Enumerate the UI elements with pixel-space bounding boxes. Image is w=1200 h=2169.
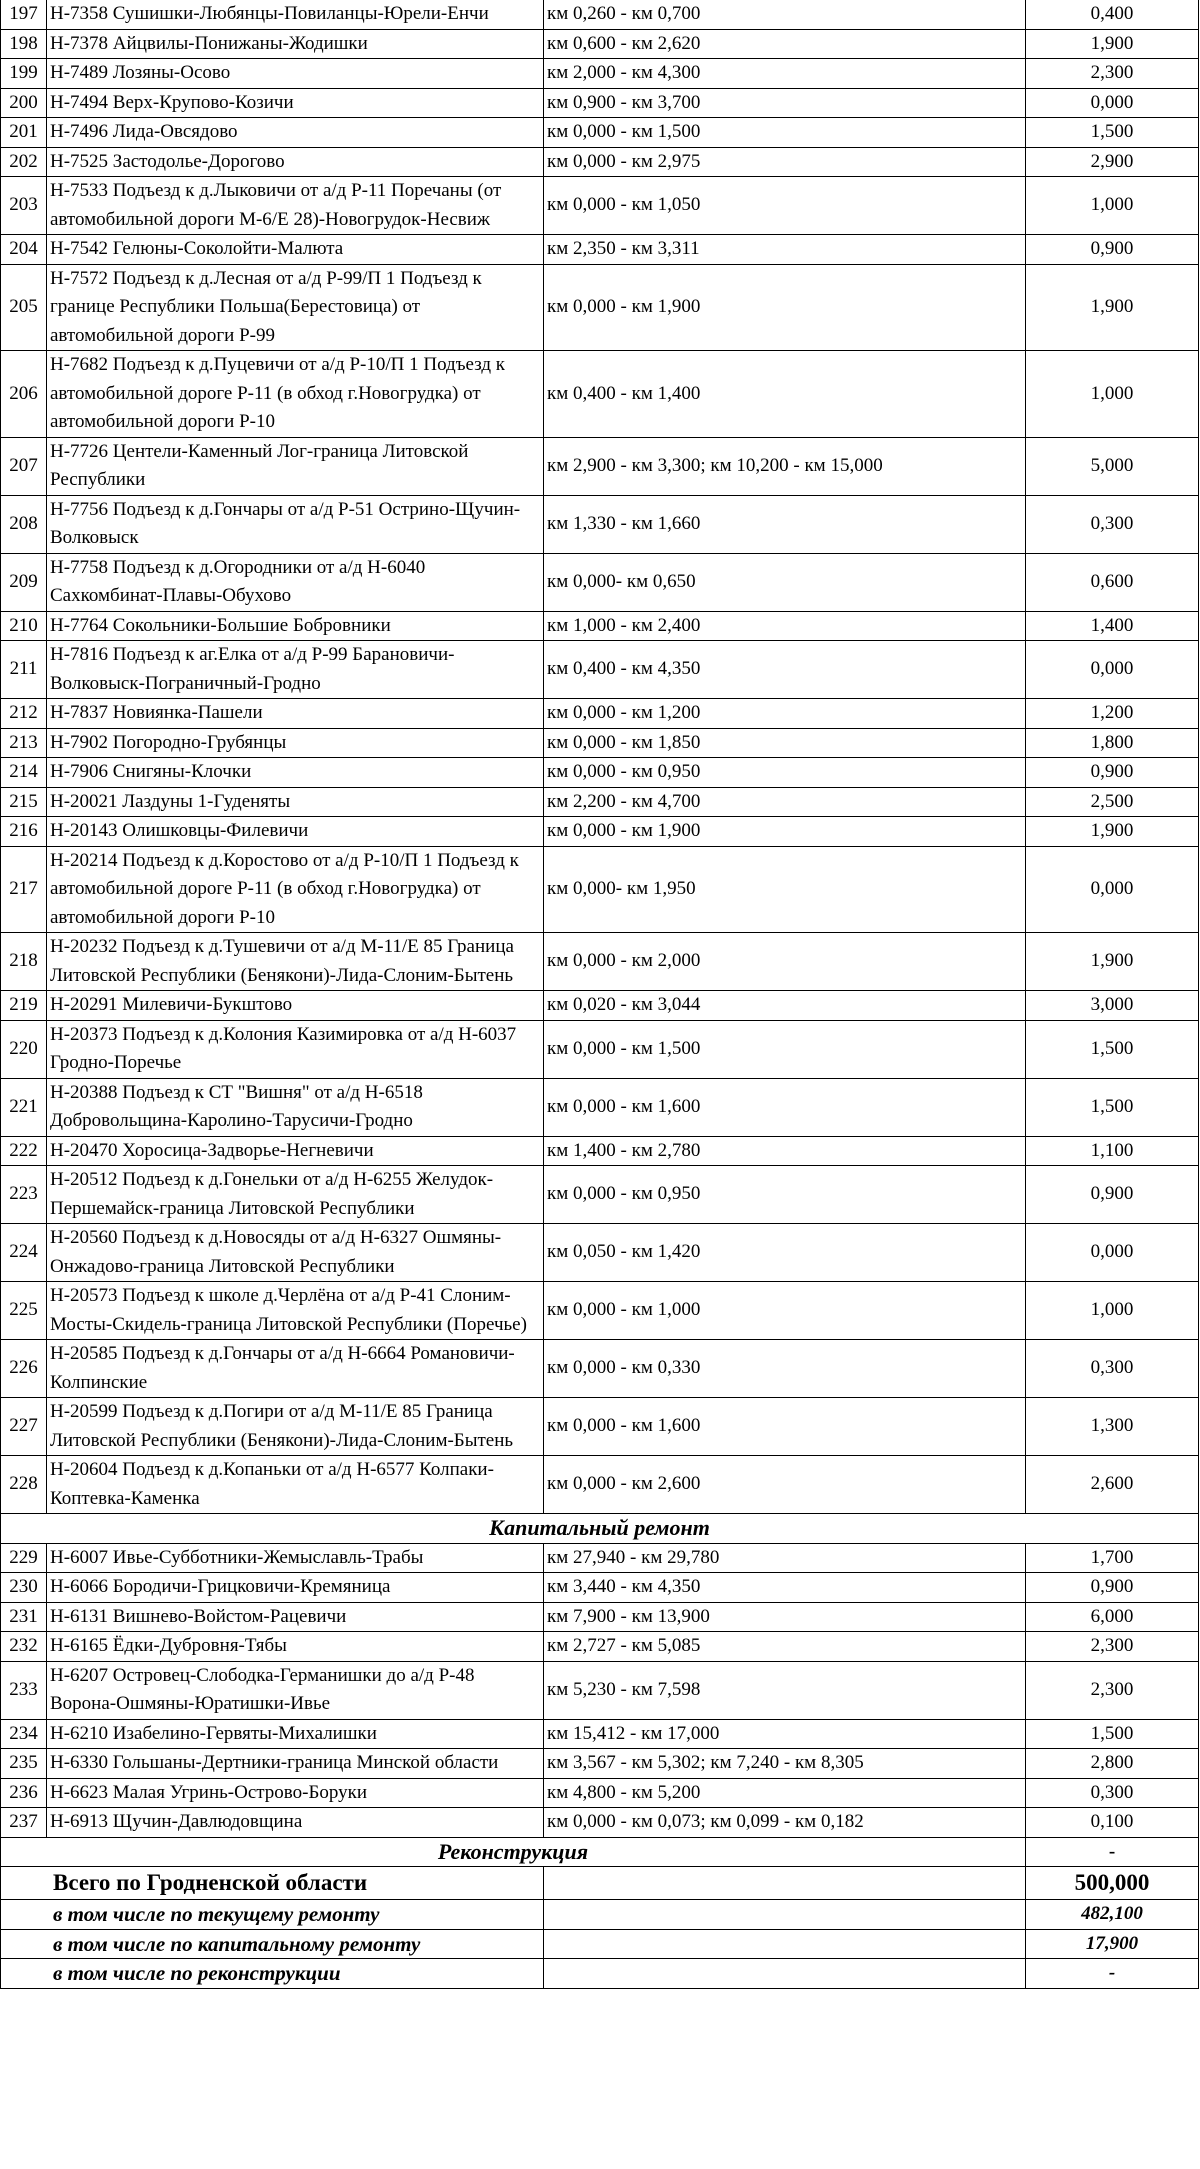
subtotal-capital-empty-cell — [544, 1929, 1026, 1959]
table-row — [1, 1632, 1199, 1662]
table-row — [1, 29, 1199, 59]
row-number: 221 — [1, 1078, 47, 1136]
road-length: 1,000 — [1026, 1282, 1199, 1340]
road-segment: км 0,000 - км 1,600 — [544, 1078, 1026, 1136]
table-row — [1, 1573, 1199, 1603]
row-number: 197 — [1, 0, 47, 29]
road-name: Н-7542 Гелюны-Соколойти-Малюта — [47, 235, 544, 265]
road-segment: км 0,900 - км 3,700 — [544, 88, 1026, 118]
subtotal-reconstruction-empty-cell — [544, 1959, 1026, 1989]
table-row — [1, 1282, 1199, 1340]
road-segment: км 0,000 - км 2,975 — [544, 147, 1026, 177]
road-name: Н-6165 Ёдки-Дубровня-Тябы — [47, 1632, 544, 1662]
road-name: Н-20512 Подъезд к д.Гонельки от а/д Н-6255 Желудок-Першемайск-граница Литовской Республики — [47, 1166, 544, 1224]
road-length: 1,000 — [1026, 177, 1199, 235]
subtotal-capital-label: в том числе по капитальному ремонту — [1, 1929, 544, 1959]
road-length: 1,400 — [1026, 611, 1199, 641]
row-number: 218 — [1, 933, 47, 991]
road-length: 2,300 — [1026, 1661, 1199, 1719]
row-number: 226 — [1, 1340, 47, 1398]
road-length: 1,500 — [1026, 1078, 1199, 1136]
total-row — [1, 1867, 1199, 1900]
road-segment: км 2,200 - км 4,700 — [544, 787, 1026, 817]
total-label: Всего по Гродненской области — [1, 1867, 544, 1900]
road-length: 1,000 — [1026, 351, 1199, 438]
row-number: 230 — [1, 1573, 47, 1603]
road-segment: км 0,020 - км 3,044 — [544, 991, 1026, 1021]
road-length: 0,600 — [1026, 553, 1199, 611]
table-row — [1, 1224, 1199, 1282]
road-name: Н-7358 Сушишки-Любянцы-Повиланцы-Юрели-Енчи — [47, 0, 544, 29]
road-name: Н-20143 Олишковцы-Филевичи — [47, 817, 544, 847]
table-row — [1, 553, 1199, 611]
row-number: 234 — [1, 1719, 47, 1749]
road-name: Н-7682 Подъезд к д.Пуцевичи от а/д Р-10/П 1 Подъезд к автомобильной дороге Р-11 (в обход г.Новогрудка) от автомобильной дороги Р-10 — [47, 351, 544, 438]
road-length: 3,000 — [1026, 991, 1199, 1021]
road-name: Н-20585 Подъезд к д.Гончары от а/д Н-6664 Романовичи-Колпинские — [47, 1340, 544, 1398]
table-row — [1, 118, 1199, 148]
row-number: 217 — [1, 846, 47, 933]
road-length: 1,900 — [1026, 29, 1199, 59]
table-row — [1, 1749, 1199, 1779]
subtotal-reconstruction-value: - — [1026, 1959, 1199, 1989]
row-number: 201 — [1, 118, 47, 148]
table-row — [1, 1808, 1199, 1838]
row-number: 204 — [1, 235, 47, 265]
road-name: Н-20214 Подъезд к д.Коростово от а/д Р-10/П 1 Подъезд к автомобильной дороге Р-11 (в обход г.Новогрудка) от автомобильной дороги Р-10 — [47, 846, 544, 933]
row-number: 237 — [1, 1808, 47, 1838]
table-row — [1, 787, 1199, 817]
table-row — [1, 1778, 1199, 1808]
table-row — [1, 1719, 1199, 1749]
road-length: 1,500 — [1026, 118, 1199, 148]
row-number: 219 — [1, 991, 47, 1021]
road-segment: км 0,000 - км 1,600 — [544, 1398, 1026, 1456]
row-number: 225 — [1, 1282, 47, 1340]
row-number: 200 — [1, 88, 47, 118]
road-length: 1,500 — [1026, 1020, 1199, 1078]
table-row — [1, 846, 1199, 933]
table-row — [1, 59, 1199, 89]
table-row — [1, 147, 1199, 177]
table-row — [1, 817, 1199, 847]
road-segment: км 0,000- км 0,650 — [544, 553, 1026, 611]
road-length: 0,000 — [1026, 846, 1199, 933]
road-name: Н-7525 Застодолье-Дорогово — [47, 147, 544, 177]
road-length: 1,900 — [1026, 264, 1199, 351]
table-row — [1, 758, 1199, 788]
road-length: 0,100 — [1026, 1808, 1199, 1838]
road-length: 2,600 — [1026, 1456, 1199, 1514]
road-length: 2,300 — [1026, 1632, 1199, 1662]
section-title-capital: Капитальный ремонт — [1, 1514, 1199, 1544]
road-segment: км 7,900 - км 13,900 — [544, 1602, 1026, 1632]
road-segment: км 5,230 - км 7,598 — [544, 1661, 1026, 1719]
road-segment: км 0,600 - км 2,620 — [544, 29, 1026, 59]
row-number: 216 — [1, 817, 47, 847]
table-row — [1, 933, 1199, 991]
road-length: 2,500 — [1026, 787, 1199, 817]
row-number: 235 — [1, 1749, 47, 1779]
road-name: Н-7533 Подъезд к д.Лыковичи от а/д Р-11 Поречаны (от автомобильной дороги М-6/Е 28)-Новогрудок-Несвиж — [47, 177, 544, 235]
road-segment: км 2,727 - км 5,085 — [544, 1632, 1026, 1662]
row-number: 210 — [1, 611, 47, 641]
table-row — [1, 699, 1199, 729]
road-length: 0,000 — [1026, 88, 1199, 118]
road-segment: км 2,000 - км 4,300 — [544, 59, 1026, 89]
table-row — [1, 1398, 1199, 1456]
table-row — [1, 437, 1199, 495]
subtotal-reconstruction-row — [1, 1959, 1199, 1989]
table-row — [1, 0, 1199, 29]
road-length: 0,900 — [1026, 1166, 1199, 1224]
road-segment: км 0,000 - км 1,050 — [544, 177, 1026, 235]
road-segment: км 0,000 - км 1,000 — [544, 1282, 1026, 1340]
road-length: 1,700 — [1026, 1543, 1199, 1573]
road-segment: км 0,000 - км 2,000 — [544, 933, 1026, 991]
road-name: Н-7758 Подъезд к д.Огородники от а/д Н-6040 Сахкомбинат-Плавы-Обухово — [47, 553, 544, 611]
road-name: Н-6210 Изабелино-Гервяты-Михалишки — [47, 1719, 544, 1749]
road-segment: км 1,330 - км 1,660 — [544, 495, 1026, 553]
road-name: Н-7756 Подъезд к д.Гончары от а/д Р-51 Остринo-Щучин-Волковыск — [47, 495, 544, 553]
row-number: 227 — [1, 1398, 47, 1456]
total-value: 500,000 — [1026, 1867, 1199, 1900]
subtotal-capital-row — [1, 1929, 1199, 1959]
row-number: 205 — [1, 264, 47, 351]
table-row — [1, 1602, 1199, 1632]
total-empty-cell — [544, 1867, 1026, 1900]
road-name: Н-6913 Щучин-Давлюдовщина — [47, 1808, 544, 1838]
road-name: Н-7837 Новиянка-Пашели — [47, 699, 544, 729]
table-row — [1, 1543, 1199, 1573]
row-number: 232 — [1, 1632, 47, 1662]
section-title-reconstruction: Реконструкция — [1, 1837, 1026, 1867]
road-length: 0,900 — [1026, 758, 1199, 788]
road-length: 0,300 — [1026, 1340, 1199, 1398]
road-name: Н-20388 Подъезд к СТ "Вишня" от а/д Н-6518 Добровольщина-Каролино-Тарусичи-Гродно — [47, 1078, 544, 1136]
row-number: 209 — [1, 553, 47, 611]
row-number: 199 — [1, 59, 47, 89]
row-number: 213 — [1, 728, 47, 758]
road-name: Н-20604 Подъезд к д.Копаньки от а/д Н-6577 Колпаки-Коптевка-Каменка — [47, 1456, 544, 1514]
row-number: 212 — [1, 699, 47, 729]
section-value-reconstruction: - — [1026, 1837, 1199, 1867]
row-number: 222 — [1, 1136, 47, 1166]
road-segment: км 0,000 - км 1,900 — [544, 817, 1026, 847]
road-segment: км 0,000- км 1,950 — [544, 846, 1026, 933]
road-length: 1,200 — [1026, 699, 1199, 729]
road-segment: км 0,000 - км 0,950 — [544, 1166, 1026, 1224]
road-segment: км 1,400 - км 2,780 — [544, 1136, 1026, 1166]
road-segment: км 27,940 - км 29,780 — [544, 1543, 1026, 1573]
road-name: Н-7726 Центели-Каменный Лог-граница Литовской Республики — [47, 437, 544, 495]
row-number: 224 — [1, 1224, 47, 1282]
road-segment: км 0,000 - км 1,500 — [544, 118, 1026, 148]
road-length: 1,300 — [1026, 1398, 1199, 1456]
capital-repair-rows — [1, 1543, 1199, 1837]
road-segment: км 0,000 - км 1,850 — [544, 728, 1026, 758]
road-name: Н-6330 Гольшаны-Дертники-граница Минской области — [47, 1749, 544, 1779]
subtotal-current-label: в том числе по текущему ремонту — [1, 1900, 544, 1930]
table-row — [1, 495, 1199, 553]
section-row-reconstruction — [1, 1837, 1199, 1867]
road-name: Н-20599 Подъезд к д.Погири от а/д М-11/Е 85 Граница Литовской Республики (Бенякони)-Лида-Слоним-Бытень — [47, 1398, 544, 1456]
road-segment: км 0,000 - км 1,900 — [544, 264, 1026, 351]
subtotal-reconstruction-label: в том числе по реконструкции — [1, 1959, 544, 1989]
road-name: Н-20232 Подъезд к д.Тушевичи от а/д М-11/Е 85 Граница Литовской Республики (Бенякони)-Лида-Слоним-Бытень — [47, 933, 544, 991]
road-segment: км 3,567 - км 5,302; км 7,240 - км 8,305 — [544, 1749, 1026, 1779]
table-row — [1, 1020, 1199, 1078]
road-name: Н-7496 Лида-Овсядово — [47, 118, 544, 148]
road-segment: км 0,400 - км 4,350 — [544, 641, 1026, 699]
road-name: Н-7572 Подъезд к д.Лесная от а/д Р-99/П 1 Подъезд к границе Республики Польша(Берестовица) от автомобильной дороги Р-99 — [47, 264, 544, 351]
row-number: 214 — [1, 758, 47, 788]
road-length: 1,800 — [1026, 728, 1199, 758]
road-segment: км 3,440 - км 4,350 — [544, 1573, 1026, 1603]
road-name: Н-7906 Снигяны-Клочки — [47, 758, 544, 788]
road-length: 1,900 — [1026, 817, 1199, 847]
table-row — [1, 728, 1199, 758]
subtotal-current-row — [1, 1900, 1199, 1930]
row-number: 229 — [1, 1543, 47, 1573]
table-row — [1, 1136, 1199, 1166]
road-name: Н-20560 Подъезд к д.Новосяды от а/д Н-6327 Ошмяны-Онжадово-граница Литовской Республики — [47, 1224, 544, 1282]
road-segment: км 0,000 - км 0,330 — [544, 1340, 1026, 1398]
road-name: Н-7902 Погородно-Грубянцы — [47, 728, 544, 758]
row-number: 231 — [1, 1602, 47, 1632]
road-name: Н-7378 Айцвилы-Понижаны-Жодишки — [47, 29, 544, 59]
road-length: 0,900 — [1026, 235, 1199, 265]
road-segment: км 1,000 - км 2,400 — [544, 611, 1026, 641]
road-name: Н-20373 Подъезд к д.Колония Казимировка от а/д Н-6037 Гродно-Поречье — [47, 1020, 544, 1078]
road-length: 0,000 — [1026, 1224, 1199, 1282]
road-segment: км 0,000 - км 1,500 — [544, 1020, 1026, 1078]
road-length: 0,900 — [1026, 1573, 1199, 1603]
current-repair-rows — [1, 0, 1199, 1514]
table-row — [1, 1456, 1199, 1514]
road-length: 5,000 — [1026, 437, 1199, 495]
road-name: Н-20470 Хоросица-Задворье-Негневичи — [47, 1136, 544, 1166]
road-segment: км 0,050 - км 1,420 — [544, 1224, 1026, 1282]
table-row — [1, 1078, 1199, 1136]
road-length: 0,300 — [1026, 1778, 1199, 1808]
table-row — [1, 1661, 1199, 1719]
road-length: 6,000 — [1026, 1602, 1199, 1632]
row-number: 236 — [1, 1778, 47, 1808]
row-number: 202 — [1, 147, 47, 177]
road-segment: км 0,400 - км 1,400 — [544, 351, 1026, 438]
subtotal-capital-value: 17,900 — [1026, 1929, 1199, 1959]
road-segment: км 0,000 - км 0,950 — [544, 758, 1026, 788]
road-length: 0,400 — [1026, 0, 1199, 29]
section-reconstruction — [1, 1837, 1199, 1867]
road-segment: км 0,000 - км 1,200 — [544, 699, 1026, 729]
road-length: 1,100 — [1026, 1136, 1199, 1166]
table-row — [1, 641, 1199, 699]
road-name: Н-20021 Лаздуны 1-Гуденяты — [47, 787, 544, 817]
road-length: 1,500 — [1026, 1719, 1199, 1749]
road-name: Н-7816 Подъезд к аг.Елка от а/д Р-99 Барановичи-Волковыск-Пограничный-Гродно — [47, 641, 544, 699]
road-length: 2,300 — [1026, 59, 1199, 89]
road-segment: км 0,000 - км 2,600 — [544, 1456, 1026, 1514]
row-number: 223 — [1, 1166, 47, 1224]
road-length: 1,900 — [1026, 933, 1199, 991]
row-number: 228 — [1, 1456, 47, 1514]
road-name: Н-6207 Островец-Слободка-Германишки до а/д Р-48 Ворона-Ошмяны-Юратишки-Ивье — [47, 1661, 544, 1719]
road-segment: км 0,260 - км 0,700 — [544, 0, 1026, 29]
row-number: 211 — [1, 641, 47, 699]
table-row — [1, 235, 1199, 265]
road-segment: км 2,900 - км 3,300; км 10,200 - км 15,000 — [544, 437, 1026, 495]
road-length: 0,300 — [1026, 495, 1199, 553]
road-name: Н-20573 Подъезд к школе д.Черлёна от а/д Р-41 Слоним-Мосты-Скидель-граница Литовской Республики (Поречье) — [47, 1282, 544, 1340]
road-name: Н-6131 Вишнево-Войстом-Рацевичи — [47, 1602, 544, 1632]
road-length: 2,900 — [1026, 147, 1199, 177]
row-number: 215 — [1, 787, 47, 817]
row-number: 206 — [1, 351, 47, 438]
road-name: Н-20291 Милевичи-Букштово — [47, 991, 544, 1021]
road-name: Н-7489 Лозяны-Осово — [47, 59, 544, 89]
road-name: Н-6066 Бородичи-Грицковичи-Кремяница — [47, 1573, 544, 1603]
totals — [1, 1867, 1199, 1989]
road-name: Н-6623 Малая Угринь-Острово-Боруки — [47, 1778, 544, 1808]
road-segment: км 4,800 - км 5,200 — [544, 1778, 1026, 1808]
table-row — [1, 1340, 1199, 1398]
table-row — [1, 991, 1199, 1021]
table-row — [1, 177, 1199, 235]
subtotal-current-empty-cell — [544, 1900, 1026, 1930]
row-number: 233 — [1, 1661, 47, 1719]
section-row-capital — [1, 1514, 1199, 1544]
table-row — [1, 1166, 1199, 1224]
table-row — [1, 88, 1199, 118]
row-number: 203 — [1, 177, 47, 235]
row-number: 220 — [1, 1020, 47, 1078]
row-number: 208 — [1, 495, 47, 553]
road-segment: км 2,350 - км 3,311 — [544, 235, 1026, 265]
subtotal-current-value: 482,100 — [1026, 1900, 1199, 1930]
road-length: 2,800 — [1026, 1749, 1199, 1779]
road-name: Н-7494 Верх-Крупово-Козичи — [47, 88, 544, 118]
road-segment: км 15,412 - км 17,000 — [544, 1719, 1026, 1749]
road-name: Н-6007 Ивье-Субботники-Жемыславль-Трабы — [47, 1543, 544, 1573]
table-row — [1, 351, 1199, 438]
road-segment: км 0,000 - км 0,073; км 0,099 - км 0,182 — [544, 1808, 1026, 1838]
road-length: 0,000 — [1026, 641, 1199, 699]
road-name: Н-7764 Сокольники-Большие Бобровники — [47, 611, 544, 641]
section-capital — [1, 1514, 1199, 1544]
table-row — [1, 611, 1199, 641]
row-number: 198 — [1, 29, 47, 59]
table-row — [1, 264, 1199, 351]
row-number: 207 — [1, 437, 47, 495]
